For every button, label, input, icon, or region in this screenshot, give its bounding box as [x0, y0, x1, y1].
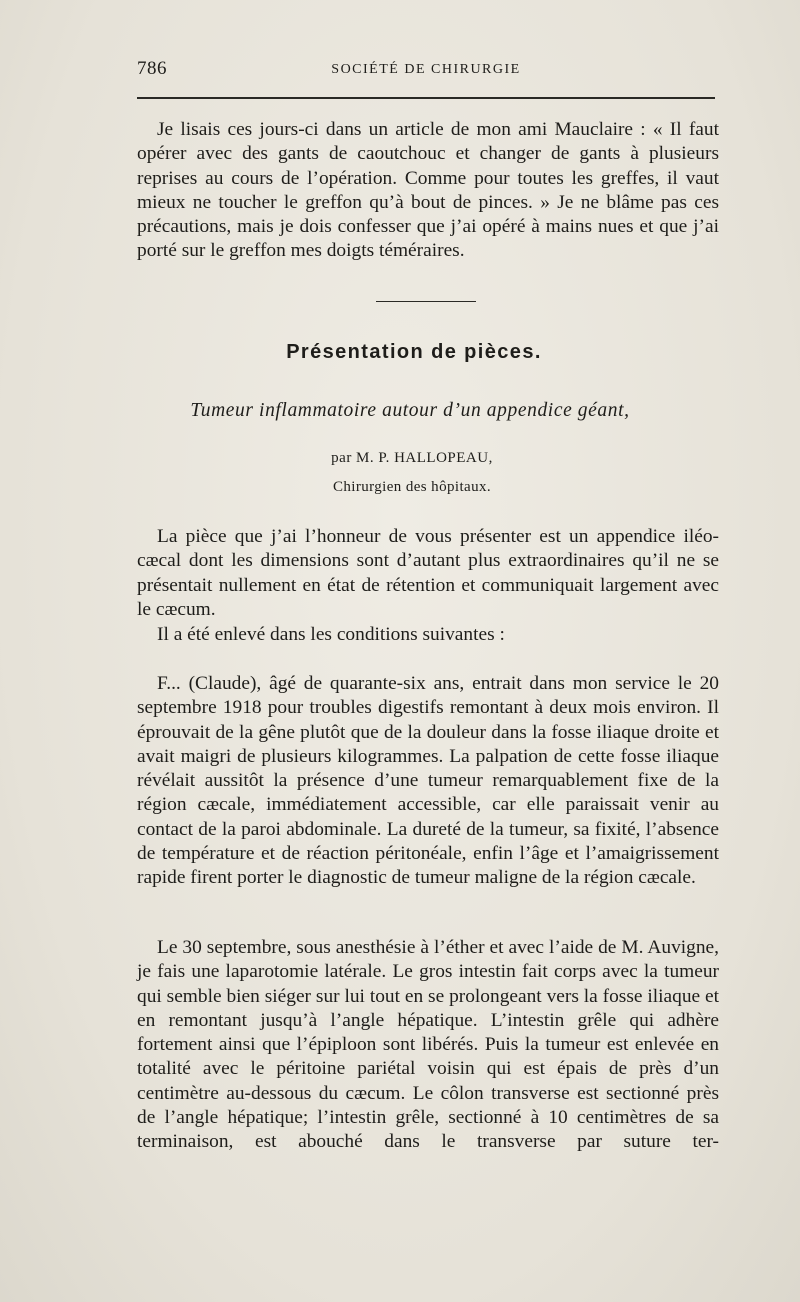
running-title: SOCIÉTÉ DE CHIRURGIE [331, 62, 521, 77]
header-rule [137, 97, 715, 99]
article-title: Tumeur inflammatoire autour d’un appendice géant, [190, 400, 630, 421]
section-separator-rule [376, 301, 476, 302]
article-author: par M. P. HALLOPEAU, [331, 450, 493, 466]
author-affiliation: Chirurgien des hôpitaux. [332, 479, 492, 495]
section-heading: Présentation de pièces. [286, 341, 542, 363]
page-number: 786 [137, 58, 167, 79]
paragraph-conditions: Il a été enlevé dans les conditions suivantes : [157, 624, 505, 645]
page-header [137, 58, 715, 88]
paragraph-case-history: F... (Claude), âgé de quarante-six ans, entrait dans mon service le 20 septembre 1918 pour troubles digestifs remontant à deux mois environ. Il éprouvait de la gêne plutôt que de la douleur dans la fosse iliaque droite et avait maigri de plusieurs kilogrammes. La palpation de cette fosse iliaque révélait aussitôt la présence d’une tumeur remarquablement fixe de la région cæcale, immédiatement accessible, car elle paraissait venir au contact de la paroi abdominale. La dureté de la tumeur, sa fixité, l’absence de température et de réaction péritonéale, enfin l’âge et l’amaigrissement rapide firent porter le diagnostic de tumeur maligne de la région cæcale. [137, 673, 719, 889]
paragraph-greffe-quote: Je lisais ces jours-ci dans un article de mon ami Mauclaire : « Il faut opérer avec des gants de caoutchouc et changer de gants à plusieurs reprises au cours de l’opération. Comme pour toutes les greffes, il vaut mieux ne toucher le greffon qu’à bout de pinces. » Je ne blâme pas ces précautions, mais je dois confesser que j’ai opéré à mains nues et que j’ai porté sur le greffon mes doigts téméraires. [137, 119, 719, 262]
paragraph-operation: Le 30 septembre, sous anesthésie à l’éther et avec l’aide de M. Auvigne, je fais une laparotomie latérale. Le gros intestin fait corps avec la tumeur qui semble bien siéger sur lui tout en se prolongeant vers la fosse iliaque et en remontant jusqu’à l’angle hépatique. L’intestin grêle qui adhère fortement ainsi que l’épiploon sont libérés. Puis la tumeur est enlevée en totalité avec le péritoine pariétal voisin qui est épais de près d’un centimètre au-dessous du cæcum. Le côlon transverse est sectionné près de l’angle hépatique; l’intestin grêle, sectionné à 10 centimètres de sa terminaison, est abouché dans le transverse par suture ter- [137, 937, 719, 1153]
paragraph-intro: La pièce que j’ai l’honneur de vous présenter est un appendice iléo-cæcal dont les dimensions sont d’autant plus extraordinaires qu’il ne se présentait nullement en état de rétention et communiquait largement avec le cæcum. [137, 526, 719, 620]
